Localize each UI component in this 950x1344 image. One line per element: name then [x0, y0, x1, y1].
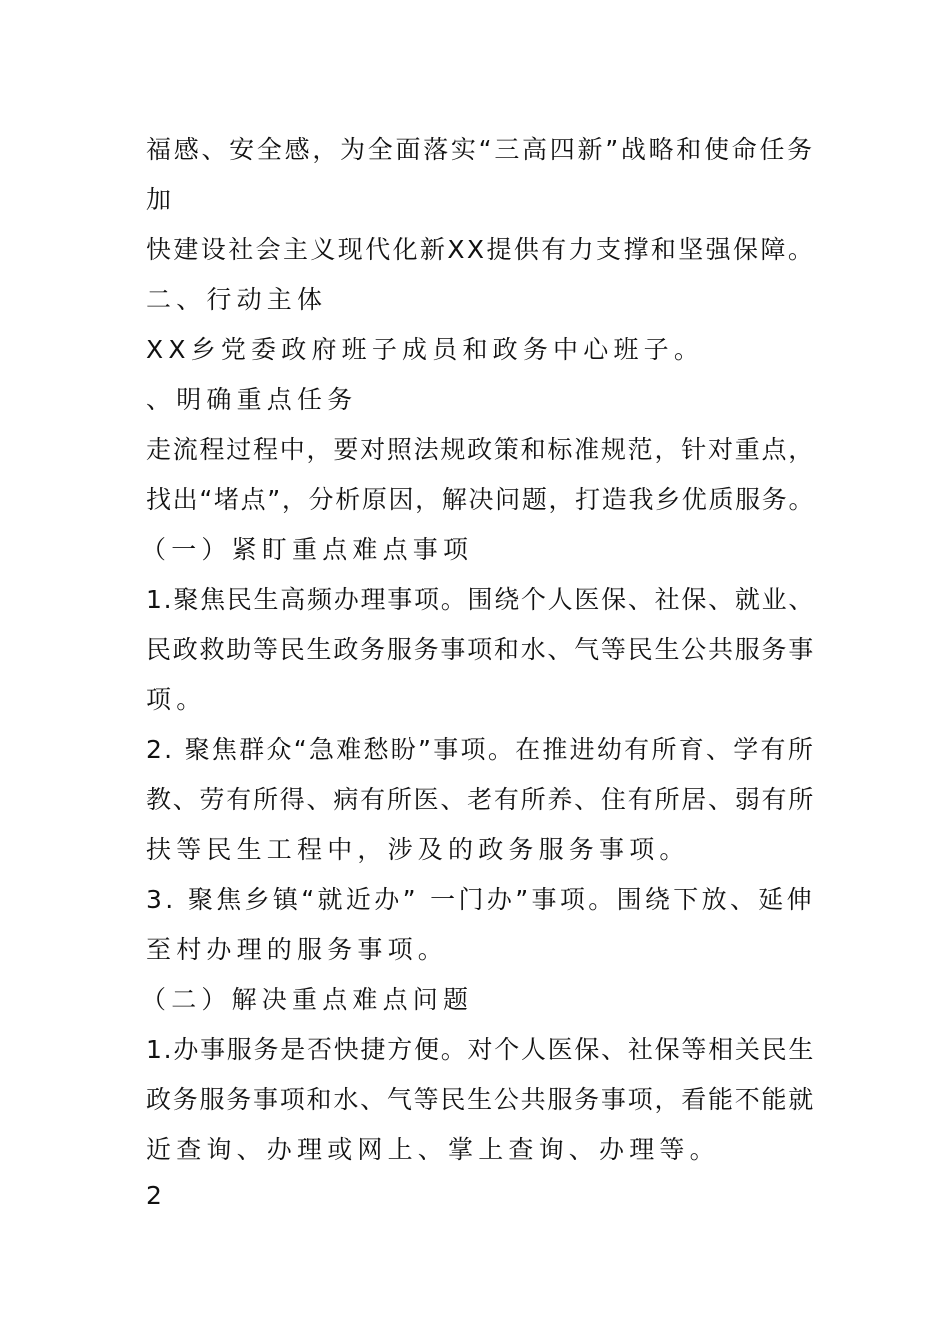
section-heading: 、明确重点任务	[146, 385, 358, 414]
list-item-line: 民政救助等民生政务服务事项和水、气等民生公共服务事	[146, 635, 816, 664]
list-item-line: 扶等民生工程中，涉及的政务服务事项。	[146, 835, 690, 864]
list-item-line: 至村办理的服务事项。	[146, 935, 449, 964]
subsection-heading: （二）解决重点难点问题	[141, 985, 474, 1014]
body-text-line: 找出“堵点”，分析原因，解决问题，打造我乡优质服务。	[146, 485, 816, 514]
list-item-line: 近查询、办理或网上、掌上查询、办理等。	[146, 1135, 720, 1164]
subsection-heading: （一）紧盯重点难点事项	[141, 535, 474, 564]
body-text-line: XX乡党委政府班子成员和政务中心班子。	[146, 335, 705, 364]
body-text-line: 走流程过程中，要对照法规政策和标准规范，针对重点，	[146, 435, 816, 464]
body-text-line: 快建设社会主义现代化新XX提供有力支撑和坚强保障。	[146, 235, 816, 264]
body-text-line: 福感、安全感，为全面落实“三高四新”战略和使命任务	[146, 135, 815, 164]
list-item-line: 项。	[146, 685, 207, 714]
section-heading: 二、行动主体	[146, 285, 328, 314]
list-item-line: 1.聚焦民生高频办理事项。围绕个人医保、社保、就业、	[146, 585, 816, 614]
list-item-line: 教、劳有所得、病有所医、老有所养、住有所居、弱有所	[146, 785, 816, 814]
list-item-line: 3. 聚焦乡镇“就近办” 一门办”事项。围绕下放、延伸	[146, 885, 816, 914]
body-text-line: 加	[146, 185, 177, 214]
list-item-line: 1.办事服务是否快捷方便。对个人医保、社保等相关民生	[146, 1035, 816, 1064]
list-item-line: 2. 聚焦群众“急难愁盼”事项。在推进幼有所育、学有所	[146, 735, 816, 764]
page-number: 2	[146, 1181, 162, 1210]
list-item-line: 政务服务事项和水、气等民生公共服务事项，看能不能就	[146, 1085, 816, 1114]
